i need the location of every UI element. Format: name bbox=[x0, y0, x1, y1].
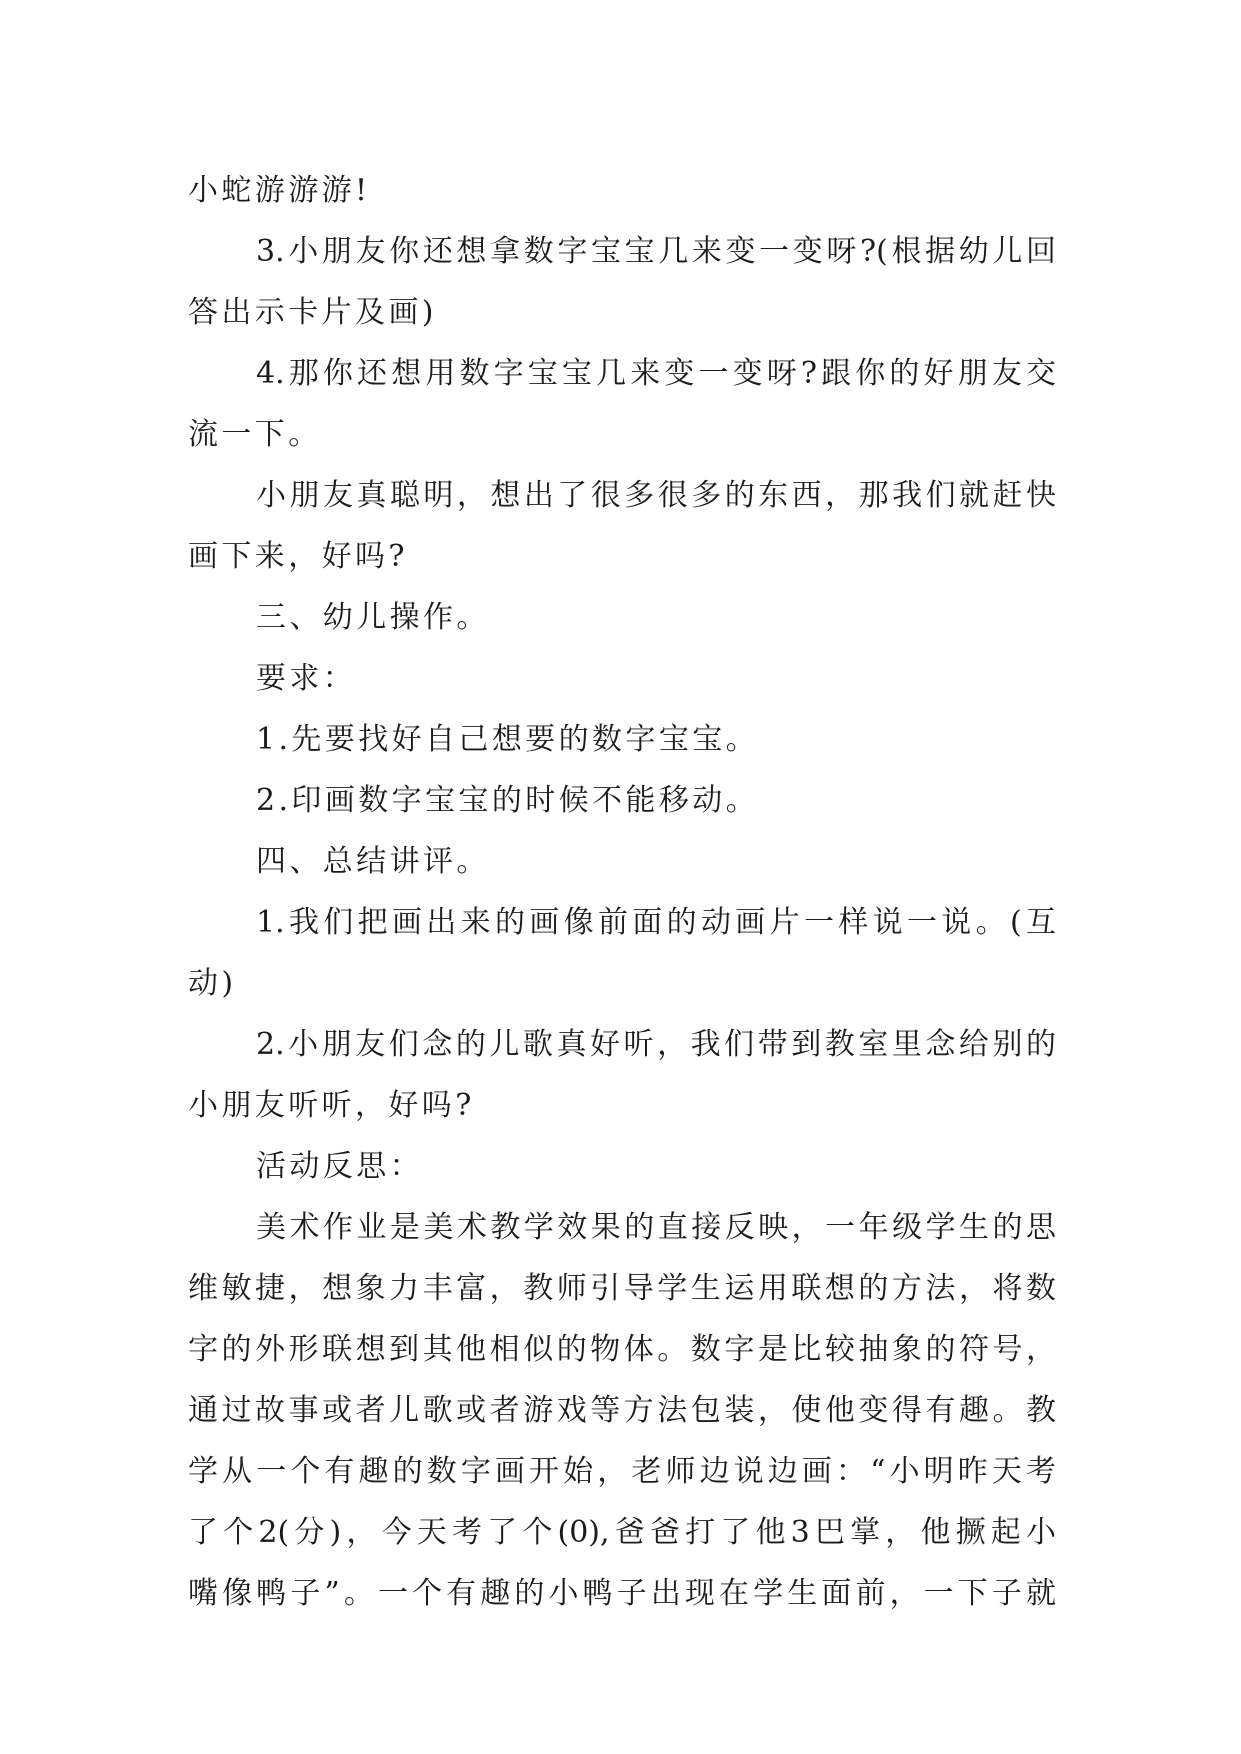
text-line: 小蛇游游游! bbox=[188, 173, 371, 208]
section-heading: 活动反思： bbox=[256, 1149, 423, 1184]
text-line: 字的外形联想到其他相似的物体。数字是比较抽象的符号， bbox=[188, 1332, 1056, 1367]
list-item: 1.我们把画出来的画像前面的动画片一样说一说。(互 bbox=[256, 905, 1056, 940]
text-line: 画下来，好吗? bbox=[188, 539, 408, 574]
text-line: 小朋友真聪明，想出了很多很多的东西，那我们就赶快 bbox=[256, 478, 1056, 513]
text-line: 动) bbox=[188, 966, 237, 1001]
text-line: 4.那你还想用数字宝宝几来变一变呀?跟你的好朋友交 bbox=[256, 356, 1056, 391]
section-heading: 四、总结讲评。 bbox=[256, 844, 490, 879]
section-heading: 三、幼儿操作。 bbox=[256, 600, 490, 635]
text-line: 维敏捷，想象力丰富，教师引导学生运用联想的方法，将数 bbox=[188, 1271, 1056, 1306]
text-line: 要求： bbox=[256, 661, 357, 696]
text-line: 嘴像鸭子”。一个有趣的小鸭子出现在学生面前，一下子就 bbox=[188, 1576, 1056, 1611]
text-line: 了个2(分)，今天考了个(0),爸爸打了他3巴掌，他撅起小 bbox=[188, 1515, 1056, 1550]
list-item: 1.先要找好自己想要的数字宝宝。 bbox=[256, 722, 760, 757]
text-line: 3.小朋友你还想拿数字宝宝几来变一变呀?(根据幼儿回 bbox=[256, 234, 1056, 269]
text-line: 通过故事或者儿歌或者游戏等方法包装，使他变得有趣。教 bbox=[188, 1393, 1056, 1428]
text-line: 流一下。 bbox=[188, 417, 322, 452]
list-item: 2.印画数字宝宝的时候不能移动。 bbox=[256, 783, 760, 818]
document-body bbox=[188, 160, 1056, 1624]
text-line: 美术作业是美术教学效果的直接反映，一年级学生的思 bbox=[256, 1210, 1056, 1245]
text-line: 答出示卡片及画) bbox=[188, 295, 437, 330]
text-line: 学从一个有趣的数字画开始，老师边说边画：“小明昨天考 bbox=[188, 1454, 1056, 1489]
text-line: 小朋友听听，好吗? bbox=[188, 1088, 475, 1123]
list-item: 2.小朋友们念的儿歌真好听，我们带到教室里念给别的 bbox=[256, 1027, 1056, 1062]
